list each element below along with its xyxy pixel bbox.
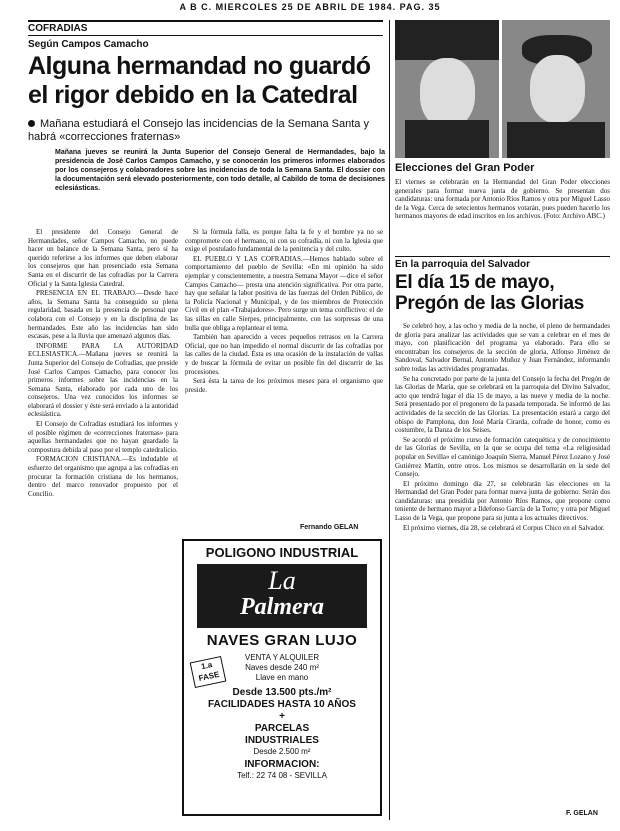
- masthead: A B C. MIERCOLES 25 DE ABRIL DE 1984. PAG. 35: [179, 2, 441, 12]
- ad-phone: Telf.: 22 74 08 - SEVILLA: [237, 771, 327, 780]
- right-headline-line-1: El día 15 de mayo,: [395, 272, 555, 293]
- paragraph: El presidente del Consejo General de Hermandades, señor Campos Camacho, no puede hacer un balance de la Semana Santa, pero sí ha querido referirse a los informes que deben elaborar los consejeros que han presenciado esta Semana Santa en el discurrir de las cofradías por la Carrera Oficial y la Santa Iglesia Catedral.: [28, 228, 178, 288]
- article-column-1: [28, 228, 178, 808]
- paragraph: También han aparecido a veces pequeños retrasos en la Carrera Oficial, que no han impedido el normal discurrir de las cofradías por las calles de la ciudad. Ésta es una ocasión de la instalación de vallas y de buscar la fórmula de evitar un posible fin del discurrir de las procesiones.: [185, 333, 383, 376]
- photo-caption: El viernes se celebrarán en la Hermandad del Gran Poder elecciones generales para formar nueva junta de gobierno. Se presentan dos candidaturas: una formada por Antonio Ríos Ramos y otra por Miguel Lasso de la Vega. Cerca de setecientos hermanos votarán, pues pueden hacerlo los hermanos mayores de edad inscritos en los archivos. (Foto: Archivo ABC.): [395, 178, 610, 221]
- ad-logo: [197, 564, 367, 628]
- paragraph: FORMACION CRISTIANA.—Es indudable el esfuerzo del organismo que agrupa a las cofradías en procurar la formación cristiana de los hermanos, dentro del marco renovador propuesto por el Concilio.: [28, 455, 178, 498]
- paragraph: Se acordó el próximo curso de formación catequética y de conocimiento de las Glorias de Sevilla, en la que se ocupa del tema «La religiosidad popular en Sevilla» el canónigo Joaquín Sierra, Manuel Pérez Lozano y José Gutiérrez Martín, entre otros. Los mismos se desarrollarán en la sede del Consejo.: [395, 435, 610, 479]
- headline-line-1: Alguna hermandad no guardó: [28, 52, 371, 80]
- photo-candidate-2: [502, 20, 610, 158]
- ad-logo-palmera: Palmera: [240, 594, 324, 620]
- ad-parcels-1: PARCELAS: [254, 723, 310, 734]
- ad-title: POLIGONO INDUSTRIAL: [205, 545, 359, 560]
- paragraph: El próximo domingo día 27, se celebrarán las elecciones en la Hermandad del Gran Poder para formar nueva junta de gobierno. Serán dos candidaturas: una presidida por Antonio Ríos Ramos, que propone como teniente de hermano mayor a Ildefonso García de la Torre; y otra por Miguel Lasso de la Vega, que propone para su junta a los actuales directivos.: [395, 479, 610, 523]
- paragraph: Será ésta la tarea de los próximos meses para el organismo que preside.: [185, 377, 383, 394]
- paragraph: INFORME PARA LA AUTORIDAD ECLESIASTICA.—Mañana jueves se reunirá la Junta Superior del Consejo de Cofradías, que preside José Carlos Campos Camacho, para conocer los primeros informes sobre las incidencias en la Semana Santa, elaborado por cada uno de los consejeros. Una vez conocidos los informes se elaborará el dossier y éste será enviado a la autoridad eclesiástica.: [28, 341, 178, 419]
- right-headline: [395, 272, 610, 314]
- ad-item: Llave en mano: [255, 673, 309, 682]
- right-headline-line-2: Pregón de las Glorias: [395, 293, 585, 314]
- paragraph: Se celebró hoy, a las ocho y media de la noche, el pleno de hermandades de gloria para analizar las actividades que se van a celebrar en el mes de mayo, con planificación del programa ya elaborado. Para ello se encontraban los consejeros de la sección de gloria, Alfonso Jiménez de Sandoval, Salvador Bernal, Antonio Muñoz y Juan Fernández, informando sobre todas las actividades programadas.: [395, 322, 610, 373]
- signature-left: Fernando GELAN: [300, 524, 359, 531]
- article-column-2: [185, 228, 383, 523]
- ad-sale: VENTA Y ALQUILER: [244, 653, 320, 662]
- headline: [28, 52, 388, 110]
- advertisement: [182, 539, 382, 816]
- right-kicker: En la parroquia del Salvador: [395, 256, 610, 270]
- ad-subtitle: NAVES GRAN LUJO: [206, 632, 358, 649]
- photo-caption-title: Elecciones del Gran Poder: [395, 162, 535, 174]
- ad-stamp: 1.a FASE: [190, 656, 227, 688]
- right-column: [395, 322, 610, 807]
- subhead: [28, 118, 388, 144]
- paragraph: El Consejo de Cofradías estudiará los informes y el posible régimen de «correcciones fraternas» para aquellas hermandades que no hayan guardado la compostura debida al paso por el templo catedralicio.: [28, 420, 178, 454]
- ad-plus: +: [279, 711, 285, 722]
- photo-candidate-1: [395, 20, 499, 158]
- ad-parcels-price: Desde 2.500 m²: [253, 747, 311, 756]
- paragraph: EL PUEBLO Y LAS COFRADIAS.—Hemos hablado sobre el comportamiento del pueblo de Sevilla: «En mi opinión ha sido ejemplar y conscientemente, a nuestra Semana Mayor —dice el señor Campos Camacho— presta una atención significativa. Por otra parte, hay que señalar la labor positiva de las fuerzas del Orden Público, de la Policía Nacional y Municipal, y de los miembros de Protección Civil en el plan «Trabajadores». Pero surge un tema conflictivo: el de las sillas en calle Sierpes, principalmente, con las sorpresas de una bulla que obliga a replantear el tema.: [185, 254, 383, 332]
- column-divider: [389, 20, 390, 820]
- paragraph: Si la fórmula falla, es porque falta la fe y el hombre ya no se compromete con el hermano, ni con su cofradía, ni con la Iglesia que exige el postulado fundamental de la penitencia y del culto.: [185, 228, 383, 254]
- signature-right: F. GELAN: [566, 810, 598, 817]
- ad-financing: FACILIDADES HASTA 10 AÑOS: [208, 699, 356, 710]
- paragraph: Se ha concretado por parte de la junta del Consejo la fecha del Pregón de las Glorias de María, que se celebrará en la parroquia del Divino Salvador, acto que tendrá lugar el día 15 de mayo, a las nueve y media de la noche. Será presentado por el pregonero de la pasada temporada. Se informó de las actividades de la sección de las Glorias. La presentación estará a cargo del obispo de Pamplona, don José María Cirarda, cofrade de honor, como es costumbre, la Danza de los Seises.: [395, 374, 610, 435]
- section-label: COFRADIAS: [28, 20, 383, 36]
- ad-price: Desde 13.500 pts./m²: [232, 687, 332, 698]
- subhead-text: Mañana estudiará el Consejo las incidencias de la Semana Santa y habrá «correcciones fraternas»: [28, 118, 369, 143]
- paragraph: PRESENCIA EN EL TRABAJO.—Desde hace años, la Semana Santa ha conseguido su plena regularidad, basada en la presencia de personal que colabora con el Consejo y en la disciplina de las hermandades. Este año las incidencias han sido escasas, pese a la lluvia que amenazó algunos días.: [28, 289, 178, 341]
- ad-item: Naves desde 240 m²: [245, 663, 319, 672]
- ad-logo-la: La: [268, 566, 296, 595]
- lead-paragraph: Mañana jueves se reunirá la Junta Superior del Consejo General de Hermandades, bajo la presidencia de José Carlos Campos Camacho, y se conocerán los primeros informes elaborados por los consejeros y colaboradores sobre las incidencias de toda la Semana Santa. El dossier con la documentación será elevado posteriormente, con todo detalle, al Cabildo de toma de decisiones eclesiásticas.: [55, 149, 385, 192]
- bullet-icon: [28, 120, 35, 127]
- headline-line-2: el rigor debido en la Catedral: [28, 81, 358, 109]
- paragraph: El próximo viernes, día 28, se celebrará el Corpus Chico en el Salvador.: [403, 523, 605, 532]
- ad-parcels-2: INDUSTRIALES: [245, 735, 319, 746]
- byline: Según Campos Camacho: [28, 39, 149, 50]
- ad-info: INFORMACION:: [244, 759, 320, 770]
